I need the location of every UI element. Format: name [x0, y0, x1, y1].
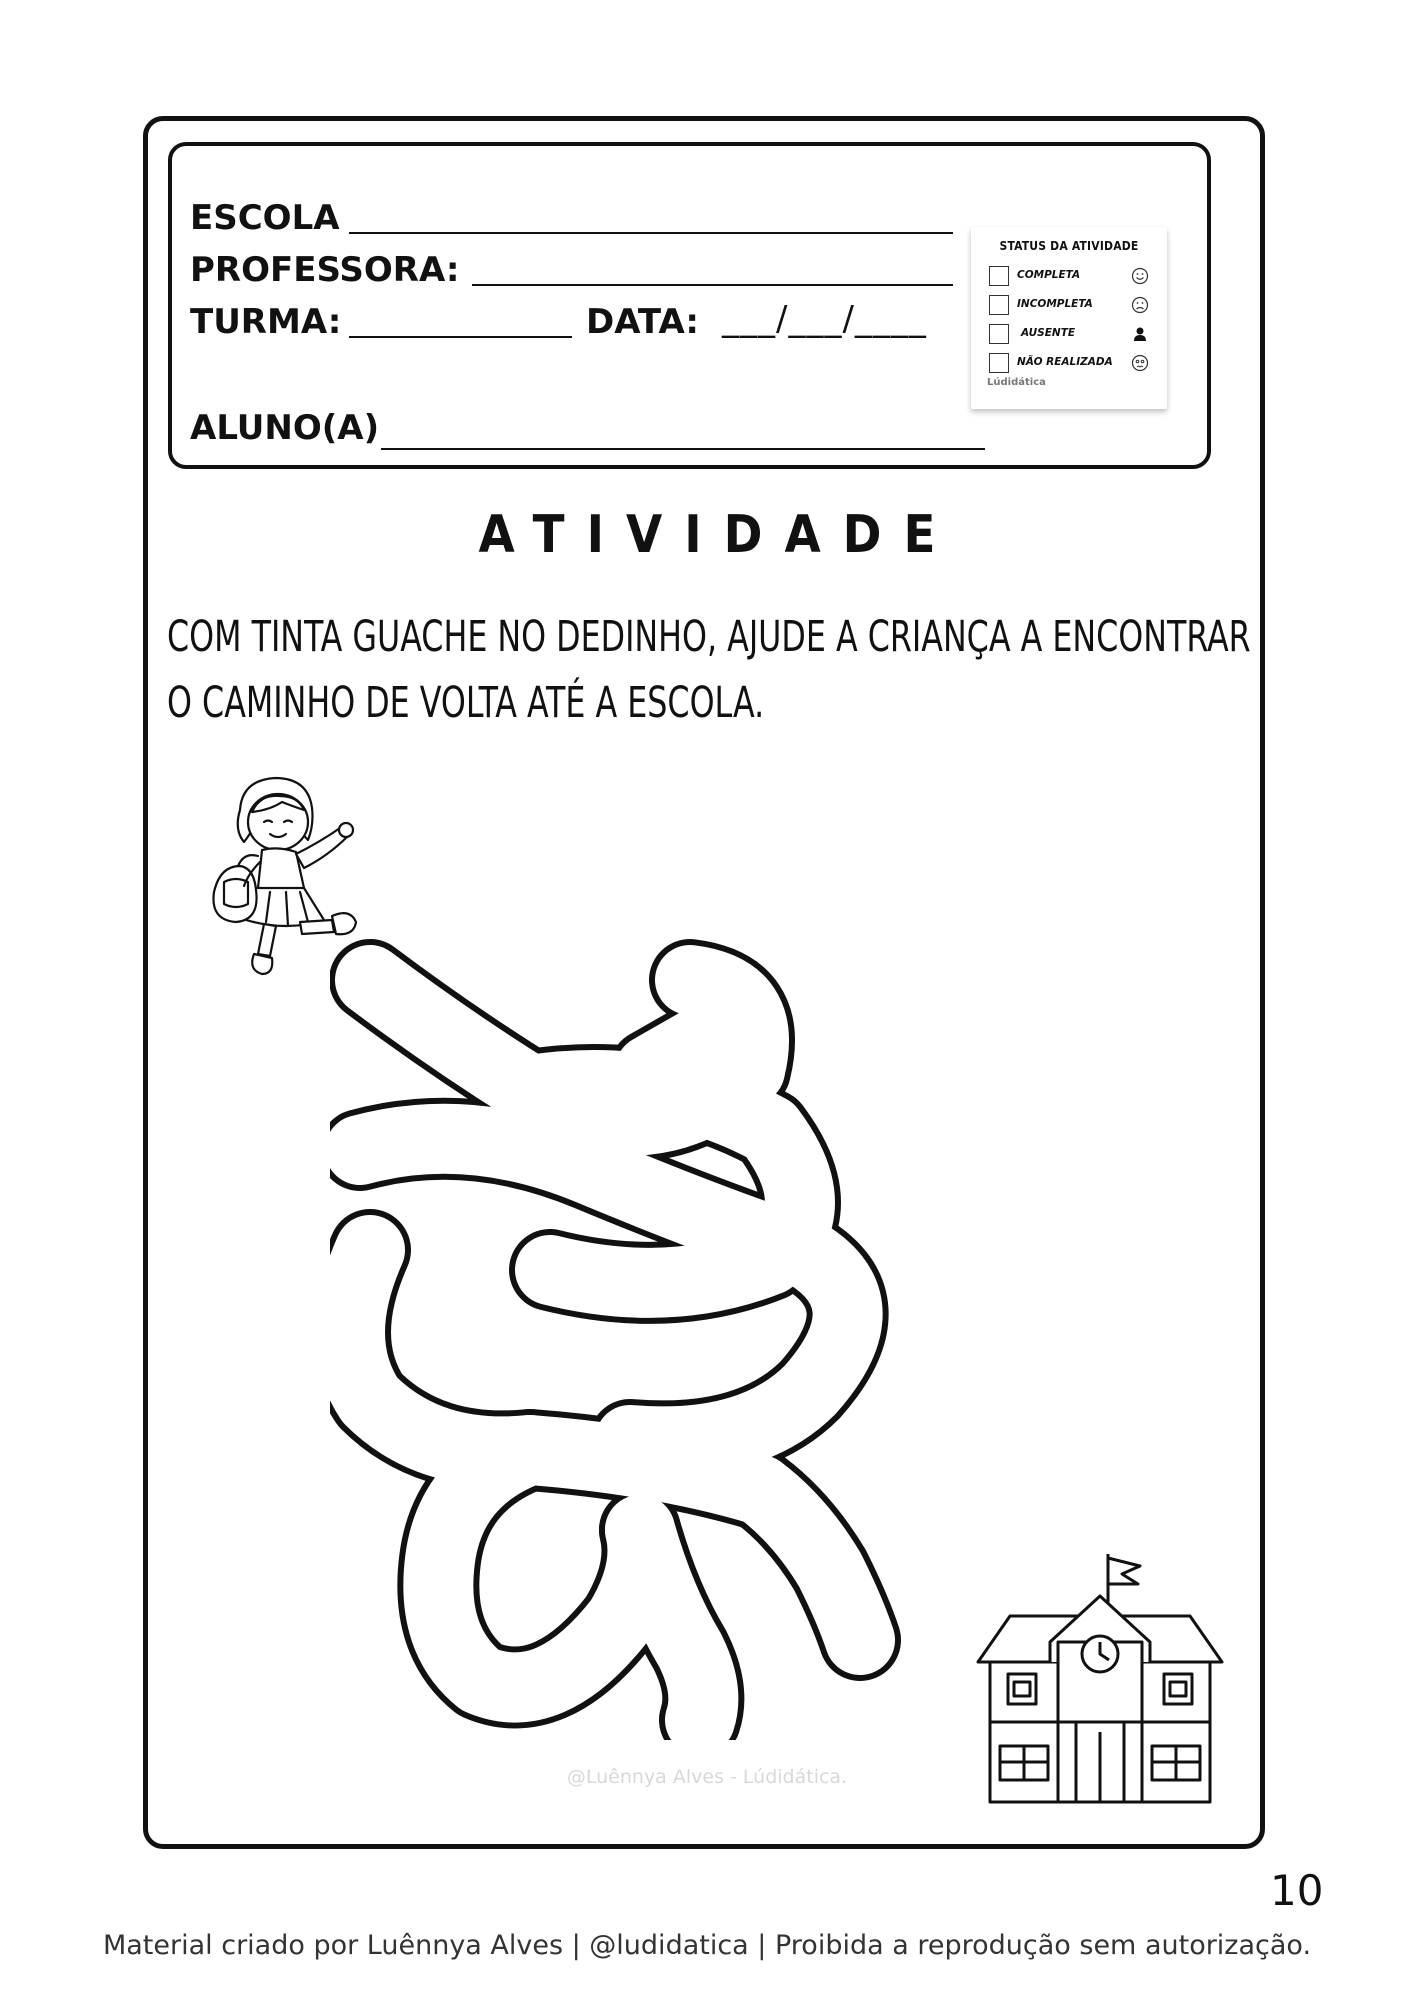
status-label: AUSENTE: [1021, 327, 1076, 339]
checkbox[interactable]: [989, 295, 1009, 315]
activity-title: ATIVIDADE: [478, 505, 958, 565]
sad-icon: [1131, 296, 1149, 314]
date-label: DATA:: [586, 302, 699, 342]
class-label: TURMA:: [190, 302, 342, 342]
status-title: STATUS DA ATIVIDADE: [999, 239, 1139, 253]
maze-path: [330, 920, 990, 1740]
smile-icon: [1131, 267, 1149, 285]
watermark: @Luênnya Alves - Lúdidática.: [566, 1766, 848, 1788]
footer-credit: Material criado por Luênnya Alves | @ludidatica | Proibida a reprodução sem autorização.: [102, 1930, 1312, 1961]
checkbox[interactable]: [989, 266, 1009, 286]
status-row-nao-realizada: [989, 353, 1159, 377]
class-line[interactable]: [349, 336, 572, 338]
teacher-line[interactable]: [472, 284, 953, 286]
status-row-ausente: [989, 324, 1159, 348]
person-icon: [1131, 325, 1149, 343]
date-field[interactable]: ___/___/____: [722, 299, 927, 339]
teacher-label: PROFESSORA:: [190, 250, 460, 290]
status-row-completa: [989, 266, 1159, 290]
instructions: [167, 604, 1266, 736]
status-label: NÃO REALIZADA: [1017, 356, 1113, 368]
student-label: ALUNO(A): [190, 408, 380, 448]
status-label: COMPLETA: [1017, 269, 1081, 281]
school-line[interactable]: [349, 232, 953, 234]
status-brand: Lúdidática: [987, 377, 1046, 388]
checkbox[interactable]: [989, 324, 1009, 344]
status-row-incompleta: [989, 295, 1159, 319]
instructions-line-2: O CAMINHO DE VOLTA ATÉ A ESCOLA.: [167, 678, 765, 728]
instructions-line-1: COM TINTA GUACHE NO DEDINHO, AJUDE A CRIANÇA A ENCONTRAR: [167, 612, 1251, 662]
student-line[interactable]: [381, 448, 985, 450]
checkbox[interactable]: [989, 353, 1009, 373]
status-card: [971, 227, 1167, 409]
school-label: ESCOLA: [190, 198, 340, 238]
status-label: INCOMPLETA: [1017, 298, 1093, 310]
worried-icon: [1131, 354, 1149, 372]
page-number: 10: [1270, 1866, 1324, 1915]
